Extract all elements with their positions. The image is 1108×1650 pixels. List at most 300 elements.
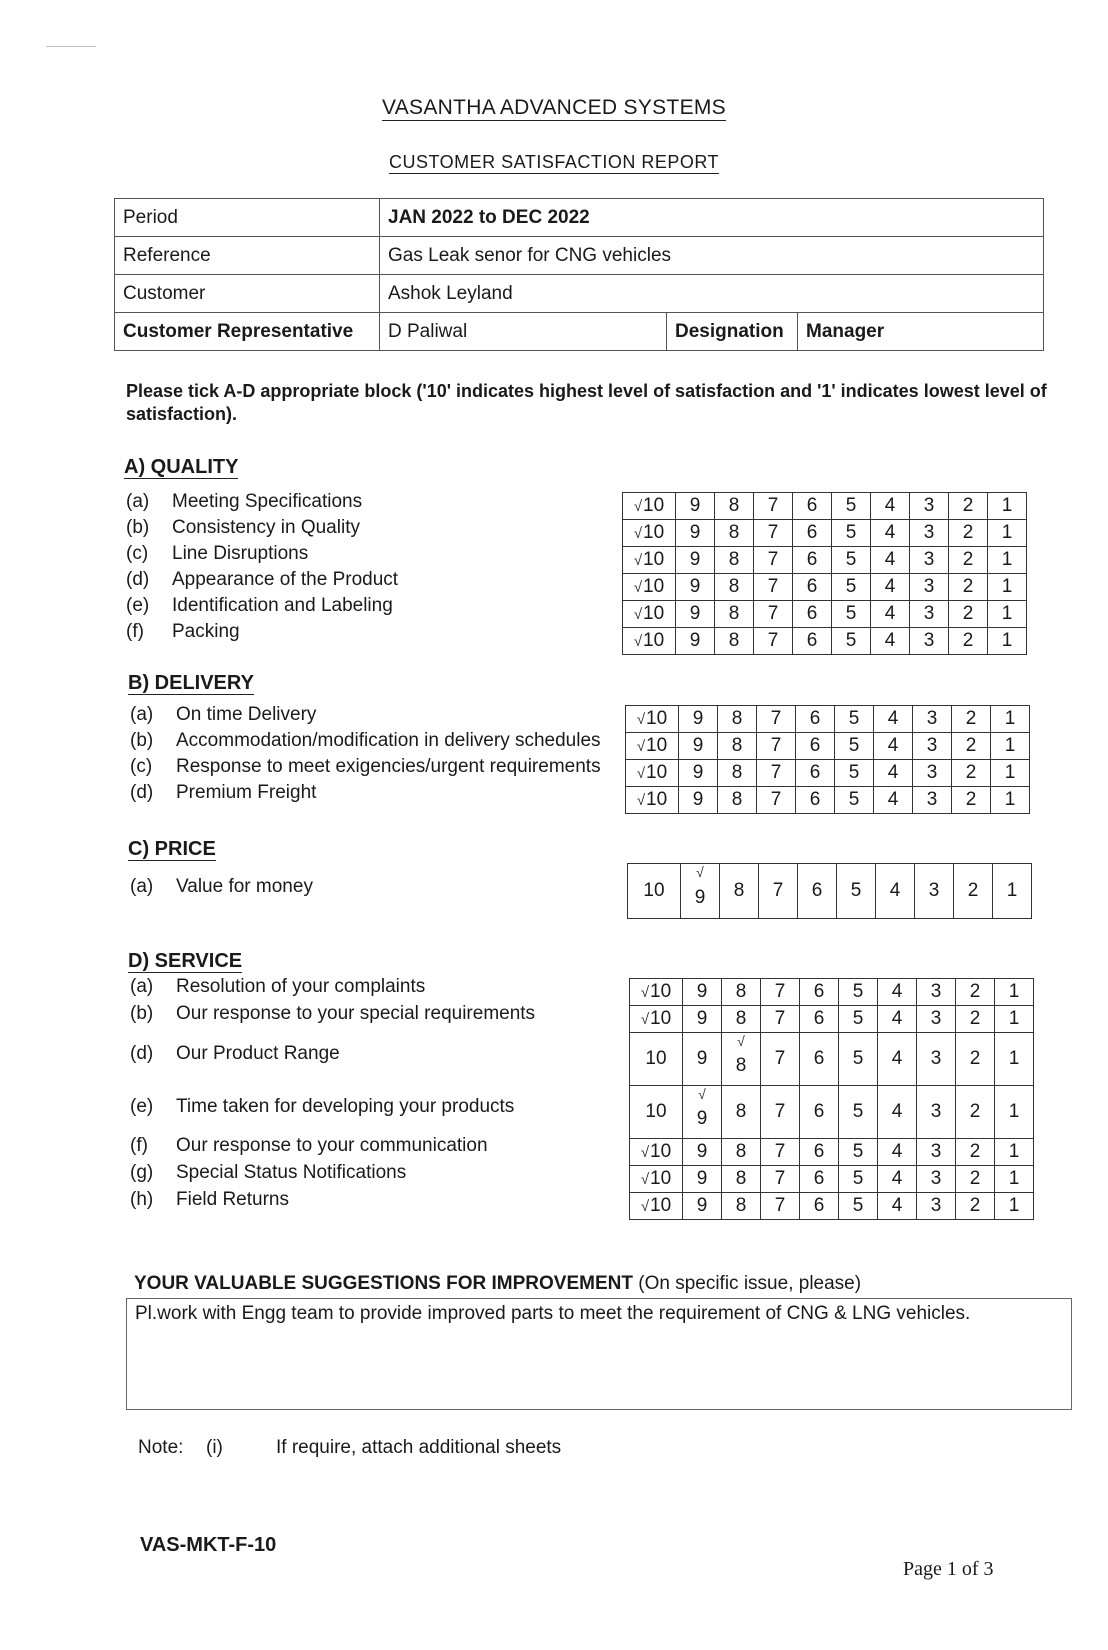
rating-cell-10[interactable]: √10: [630, 1139, 683, 1166]
item-label: Premium Freight: [176, 782, 317, 803]
period-label: Period: [115, 199, 380, 237]
rating-cell-1[interactable]: 1: [991, 733, 1030, 760]
rating-cell-1[interactable]: 1: [991, 706, 1030, 733]
rating-cell-4[interactable]: 4: [871, 493, 910, 520]
rating-cell-5[interactable]: 5: [832, 628, 871, 655]
rating-row: [626, 733, 1030, 760]
rating-cell-4[interactable]: 4: [874, 706, 913, 733]
rating-cell-10[interactable]: √10: [626, 787, 679, 814]
rating-cell-6[interactable]: 6: [800, 1166, 839, 1193]
rating-cell-8[interactable]: 8: [715, 574, 754, 601]
tick-mark: √: [640, 1011, 650, 1028]
rating-cell-5[interactable]: 5: [835, 760, 874, 787]
rating-cell-5[interactable]: 5: [835, 706, 874, 733]
rating-cell-2[interactable]: 2: [956, 1166, 995, 1193]
rating-row: [630, 1166, 1034, 1193]
rating-cell-3[interactable]: 3: [910, 574, 949, 601]
item-letter: (f): [130, 1135, 148, 1156]
designation-label: Designation: [667, 313, 798, 351]
rating-cell-5[interactable]: 5: [839, 1193, 878, 1220]
designation-value: Manager: [798, 313, 1044, 351]
rating-cell-4[interactable]: 4: [878, 979, 917, 1006]
rating-cell-5[interactable]: 5: [832, 574, 871, 601]
rating-cell-8[interactable]: 8: [722, 1086, 761, 1139]
rating-cell-1[interactable]: 1: [995, 1139, 1034, 1166]
quality-section-title: A) QUALITY: [124, 456, 239, 478]
service-item: [130, 1160, 406, 1186]
item-label: Field Returns: [176, 1189, 289, 1210]
rating-cell-7[interactable]: 7: [754, 601, 793, 628]
customer-value: Ashok Leyland: [380, 275, 1044, 313]
tick-mark: √: [698, 1086, 706, 1102]
rating-cell-1[interactable]: 1: [993, 864, 1032, 919]
quality-item: [126, 489, 362, 515]
rating-cell-7[interactable]: 7: [754, 493, 793, 520]
rating-cell-4[interactable]: 4: [874, 760, 913, 787]
rating-cell-9[interactable]: 9: [676, 493, 715, 520]
company-name: VASANTHA ADVANCED SYSTEMS: [382, 96, 726, 119]
item-label: Our response to your communication: [176, 1135, 488, 1156]
rating-cell-8[interactable]: 8: [722, 1166, 761, 1193]
rating-cell-4[interactable]: 4: [871, 520, 910, 547]
tick-mark: √: [633, 633, 643, 650]
item-letter: (a): [130, 876, 154, 897]
rating-cell-6[interactable]: 6: [793, 547, 832, 574]
rating-cell-8[interactable]: √ 8: [722, 1033, 761, 1086]
rating-cell-10[interactable]: √10: [623, 628, 676, 655]
rating-cell-2[interactable]: 2: [952, 787, 991, 814]
item-letter: (d): [130, 782, 154, 803]
suggestions-box[interactable]: [126, 1298, 1072, 1410]
tick-mark: √: [633, 552, 643, 569]
rating-cell-6[interactable]: 6: [793, 520, 832, 547]
page-number: Page 1 of 3: [903, 1558, 994, 1580]
rating-cell-8[interactable]: 8: [715, 601, 754, 628]
rating-cell-9[interactable]: √ 9: [681, 864, 720, 919]
rating-cell-6[interactable]: 6: [800, 1193, 839, 1220]
item-letter: (b): [130, 730, 154, 751]
item-letter: (b): [130, 1003, 154, 1024]
rating-cell-1[interactable]: 1: [988, 520, 1027, 547]
delivery-rating-table: [625, 705, 1030, 814]
rating-cell-8[interactable]: 8: [715, 547, 754, 574]
rating-cell-10[interactable]: √10: [623, 493, 676, 520]
rating-row: [623, 628, 1027, 655]
quality-item: [126, 619, 240, 645]
rating-cell-6[interactable]: 6: [798, 864, 837, 919]
rating-cell-1[interactable]: 1: [995, 1193, 1034, 1220]
price-item: [130, 874, 313, 900]
rating-cell-3[interactable]: 3: [917, 1193, 956, 1220]
rating-cell-6[interactable]: 6: [800, 1139, 839, 1166]
customer-label: Customer: [115, 275, 380, 313]
rating-cell-2[interactable]: 2: [949, 574, 988, 601]
rating-cell-1[interactable]: 1: [991, 760, 1030, 787]
rating-cell-10[interactable]: √10: [626, 733, 679, 760]
rating-cell-8[interactable]: 8: [715, 493, 754, 520]
rating-cell-6[interactable]: 6: [793, 493, 832, 520]
tick-mark: √: [640, 1198, 650, 1215]
tick-mark: √: [640, 1144, 650, 1161]
item-label: Time taken for developing your products: [176, 1096, 515, 1117]
customer-row: [115, 275, 1044, 313]
rating-cell-10[interactable]: 10: [630, 1033, 683, 1086]
delivery-item: [130, 702, 316, 728]
service-item: [130, 1133, 488, 1159]
rating-cell-7[interactable]: 7: [761, 1006, 800, 1033]
rating-row: [630, 979, 1034, 1006]
rating-cell-6[interactable]: 6: [796, 760, 835, 787]
tick-mark: √: [737, 1033, 745, 1049]
item-label: Consistency in Quality: [172, 517, 360, 538]
rating-cell-9[interactable]: 9: [683, 1139, 722, 1166]
rating-cell-9[interactable]: 9: [679, 760, 718, 787]
rating-cell-9[interactable]: 9: [679, 733, 718, 760]
item-label: Packing: [172, 621, 240, 642]
rating-cell-5[interactable]: 5: [837, 864, 876, 919]
rating-row: [630, 1193, 1034, 1220]
item-label: Response to meet exigencies/urgent requirements: [176, 756, 601, 777]
reference-label: Reference: [115, 237, 380, 275]
tick-mark: √: [633, 498, 643, 515]
rating-cell-8[interactable]: 8: [720, 864, 759, 919]
reference-value: Gas Leak senor for CNG vehicles: [380, 237, 1044, 275]
representative-label: Customer Representative: [115, 313, 380, 351]
rating-cell-1[interactable]: 1: [988, 493, 1027, 520]
rating-cell-1[interactable]: 1: [995, 1166, 1034, 1193]
rating-cell-5[interactable]: 5: [832, 520, 871, 547]
quality-item: [126, 515, 360, 541]
rating-cell-2[interactable]: 2: [952, 760, 991, 787]
reference-row: [115, 237, 1044, 275]
rating-cell-10[interactable]: √10: [623, 547, 676, 574]
price-rating-table: [627, 863, 1032, 919]
rating-cell-2[interactable]: 2: [956, 979, 995, 1006]
delivery-item: [130, 754, 601, 780]
tick-mark: √: [640, 984, 650, 1001]
rating-cell-10[interactable]: √10: [630, 1166, 683, 1193]
rating-cell-7[interactable]: 7: [757, 760, 796, 787]
rating-row: [626, 706, 1030, 733]
note-label: Note:: [138, 1437, 184, 1458]
rating-cell-1[interactable]: 1: [995, 1006, 1034, 1033]
rating-row: [630, 1033, 1034, 1086]
tick-mark: √: [636, 738, 646, 755]
rating-cell-7[interactable]: 7: [757, 787, 796, 814]
rating-cell-9[interactable]: 9: [683, 1033, 722, 1086]
rating-cell-9[interactable]: 9: [676, 601, 715, 628]
rating-cell-8[interactable]: 8: [722, 1006, 761, 1033]
item-letter: (g): [130, 1162, 154, 1183]
rating-cell-3[interactable]: 3: [917, 1033, 956, 1086]
representative-row: [115, 313, 1044, 351]
rating-cell-9[interactable]: 9: [683, 979, 722, 1006]
service-rating-table: [629, 978, 1034, 1220]
rating-row: [630, 1086, 1034, 1139]
service-item: [130, 1187, 289, 1213]
rating-cell-4[interactable]: 4: [871, 547, 910, 574]
rating-cell-6[interactable]: 6: [793, 574, 832, 601]
rating-cell-3[interactable]: 3: [917, 1139, 956, 1166]
rating-cell-8[interactable]: 8: [718, 733, 757, 760]
rating-cell-2[interactable]: 2: [956, 1139, 995, 1166]
rating-cell-4[interactable]: 4: [871, 601, 910, 628]
rating-cell-5[interactable]: 5: [835, 787, 874, 814]
representative-value: D Paliwal: [380, 313, 667, 351]
price-section-title: C) PRICE: [128, 838, 216, 860]
rating-cell-9[interactable]: 9: [679, 787, 718, 814]
rating-cell-3[interactable]: 3: [917, 1006, 956, 1033]
rating-cell-10[interactable]: √10: [630, 1006, 683, 1033]
rating-cell-9[interactable]: 9: [676, 574, 715, 601]
rating-cell-1[interactable]: 1: [988, 547, 1027, 574]
rating-cell-7[interactable]: 7: [757, 706, 796, 733]
rating-cell-8[interactable]: 8: [718, 760, 757, 787]
rating-cell-5[interactable]: 5: [839, 1139, 878, 1166]
rating-cell-1[interactable]: 1: [995, 979, 1034, 1006]
rating-cell-2[interactable]: 2: [949, 520, 988, 547]
rating-cell-9[interactable]: 9: [676, 520, 715, 547]
delivery-section-title: B) DELIVERY: [128, 672, 254, 694]
rating-row: [623, 601, 1027, 628]
rating-cell-4[interactable]: 4: [878, 1193, 917, 1220]
form-code: VAS-MKT-F-10: [140, 1534, 277, 1556]
rating-cell-6[interactable]: 6: [793, 628, 832, 655]
rating-cell-5[interactable]: 5: [839, 1086, 878, 1139]
rating-cell-6[interactable]: 6: [793, 601, 832, 628]
rating-row: [623, 493, 1027, 520]
rating-cell-9[interactable]: 9: [683, 1193, 722, 1220]
rating-cell-7[interactable]: 7: [761, 1139, 800, 1166]
rating-cell-4[interactable]: 4: [874, 733, 913, 760]
rating-cell-4[interactable]: 4: [878, 1006, 917, 1033]
item-letter: (e): [126, 595, 150, 616]
rating-cell-5[interactable]: 5: [839, 1033, 878, 1086]
rating-cell-9[interactable]: 9: [676, 547, 715, 574]
item-letter: (h): [130, 1189, 154, 1210]
item-label: Appearance of the Product: [172, 569, 399, 590]
rating-row: [623, 547, 1027, 574]
rating-cell-1[interactable]: 1: [988, 601, 1027, 628]
rating-cell-3[interactable]: 3: [913, 733, 952, 760]
rating-cell-4[interactable]: 4: [874, 787, 913, 814]
item-label: Value for money: [176, 876, 313, 897]
item-letter: (a): [130, 976, 154, 997]
rating-cell-3[interactable]: 3: [910, 601, 949, 628]
rating-cell-7[interactable]: 7: [754, 574, 793, 601]
rating-cell-5[interactable]: 5: [839, 979, 878, 1006]
rating-cell-7[interactable]: 7: [761, 1033, 800, 1086]
item-letter: (c): [130, 756, 153, 777]
suggestions-text: Pl.work with Engg team to provide improved parts to meet the requirement of CNG & LNG vehicles.: [135, 1303, 971, 1324]
period-value: JAN 2022 to DEC 2022: [380, 199, 1044, 237]
rating-cell-7[interactable]: 7: [759, 864, 798, 919]
rating-cell-2[interactable]: 2: [954, 864, 993, 919]
rating-cell-9[interactable]: 9: [683, 1006, 722, 1033]
rating-cell-10[interactable]: 10: [630, 1086, 683, 1139]
rating-cell-3[interactable]: 3: [917, 1166, 956, 1193]
item-letter: (a): [126, 491, 150, 512]
rating-cell-10[interactable]: √10: [623, 574, 676, 601]
rating-row: [630, 1139, 1034, 1166]
rating-cell-10[interactable]: 10: [628, 864, 681, 919]
delivery-item: [130, 780, 316, 806]
item-label: Our response to your special requirements: [176, 1003, 536, 1024]
rating-cell-3[interactable]: 3: [915, 864, 954, 919]
item-letter: (f): [126, 621, 144, 642]
rating-cell-2[interactable]: 2: [949, 628, 988, 655]
rating-cell-6[interactable]: 6: [796, 733, 835, 760]
rating-cell-8[interactable]: 8: [715, 520, 754, 547]
rating-cell-10[interactable]: √10: [630, 1193, 683, 1220]
rating-cell-1[interactable]: 1: [988, 574, 1027, 601]
tick-mark: √: [696, 864, 704, 880]
item-label: Meeting Specifications: [172, 491, 363, 512]
rating-row: [628, 864, 1032, 919]
rating-cell-2[interactable]: 2: [949, 601, 988, 628]
rating-cell-8[interactable]: 8: [718, 787, 757, 814]
rating-cell-7[interactable]: 7: [761, 1166, 800, 1193]
period-row: [115, 199, 1044, 237]
rating-cell-6[interactable]: 6: [800, 979, 839, 1006]
rating-cell-5[interactable]: 5: [839, 1006, 878, 1033]
suggestions-title: YOUR VALUABLE SUGGESTIONS FOR IMPROVEMENT (On specific issue, please): [134, 1273, 862, 1294]
tick-mark: √: [636, 711, 646, 728]
rating-row: [623, 520, 1027, 547]
quality-rating-table: [622, 492, 1027, 655]
rating-row: [626, 760, 1030, 787]
rating-cell-8[interactable]: 8: [718, 706, 757, 733]
service-section-title: D) SERVICE: [128, 950, 243, 972]
item-letter: (d): [130, 1043, 154, 1064]
rating-cell-10[interactable]: √10: [626, 706, 679, 733]
rating-row: [626, 787, 1030, 814]
item-label: Special Status Notifications: [176, 1162, 407, 1183]
rating-cell-5[interactable]: 5: [839, 1166, 878, 1193]
item-letter: (d): [126, 569, 150, 590]
rating-cell-8[interactable]: 8: [722, 979, 761, 1006]
item-label: Identification and Labeling: [172, 595, 393, 616]
tick-mark: √: [640, 1171, 650, 1188]
rating-cell-9[interactable]: 9: [679, 706, 718, 733]
rating-cell-5[interactable]: 5: [832, 601, 871, 628]
rating-cell-2[interactable]: 2: [949, 547, 988, 574]
rating-cell-8[interactable]: 8: [715, 628, 754, 655]
rating-cell-2[interactable]: 2: [952, 706, 991, 733]
note-text: If require, attach additional sheets: [276, 1437, 562, 1458]
item-letter: (a): [130, 704, 154, 725]
rating-cell-1[interactable]: 1: [995, 1033, 1034, 1086]
rating-cell-4[interactable]: 4: [876, 864, 915, 919]
rating-cell-7[interactable]: 7: [761, 1193, 800, 1220]
rating-cell-2[interactable]: 2: [956, 1086, 995, 1139]
item-label: On time Delivery: [176, 704, 317, 725]
rating-cell-9[interactable]: 9: [683, 1166, 722, 1193]
rating-cell-5[interactable]: 5: [832, 547, 871, 574]
rating-cell-6[interactable]: 6: [800, 1033, 839, 1086]
rating-cell-7[interactable]: 7: [757, 733, 796, 760]
rating-row: [623, 574, 1027, 601]
rating-cell-2[interactable]: 2: [956, 1006, 995, 1033]
service-item: [130, 1001, 535, 1027]
rating-cell-7[interactable]: 7: [754, 547, 793, 574]
tick-mark: √: [633, 525, 643, 542]
item-label: Accommodation/modification in delivery schedules: [176, 730, 601, 751]
item-label: Line Disruptions: [172, 543, 309, 564]
rating-cell-4[interactable]: 4: [871, 574, 910, 601]
rating-cell-3[interactable]: 3: [917, 1086, 956, 1139]
rating-cell-10[interactable]: √10: [630, 979, 683, 1006]
rating-cell-5[interactable]: 5: [835, 733, 874, 760]
tick-mark: √: [636, 792, 646, 809]
rating-cell-3[interactable]: 3: [913, 760, 952, 787]
rating-cell-10[interactable]: √10: [623, 520, 676, 547]
rating-cell-6[interactable]: 6: [800, 1086, 839, 1139]
tick-mark: √: [633, 579, 643, 596]
rating-cell-9[interactable]: √ 9: [683, 1086, 722, 1139]
rating-cell-1[interactable]: 1: [988, 628, 1027, 655]
scan-mark: [46, 46, 96, 47]
rating-cell-2[interactable]: 2: [952, 733, 991, 760]
quality-item: [126, 567, 398, 593]
item-letter: (c): [126, 543, 149, 564]
rating-cell-8[interactable]: 8: [722, 1139, 761, 1166]
service-item: [130, 1094, 514, 1120]
rating-cell-2[interactable]: 2: [956, 1193, 995, 1220]
service-item: [130, 1041, 340, 1067]
rating-cell-7[interactable]: 7: [761, 979, 800, 1006]
quality-item: [126, 593, 393, 619]
rating-cell-6[interactable]: 6: [800, 1006, 839, 1033]
rating-cell-4[interactable]: 4: [871, 628, 910, 655]
item-letter: (e): [130, 1096, 154, 1117]
rating-cell-5[interactable]: 5: [832, 493, 871, 520]
tick-mark: √: [636, 765, 646, 782]
report-info-table: [114, 198, 1044, 351]
delivery-item: [130, 728, 601, 754]
item-label: Resolution of your complaints: [176, 976, 426, 997]
note: [138, 1437, 561, 1459]
rating-cell-8[interactable]: 8: [722, 1193, 761, 1220]
rating-cell-3[interactable]: 3: [910, 628, 949, 655]
item-letter: (b): [126, 517, 150, 538]
rating-cell-3[interactable]: 3: [917, 979, 956, 1006]
rating-cell-6[interactable]: 6: [796, 706, 835, 733]
rating-cell-6[interactable]: 6: [796, 787, 835, 814]
rating-cell-3[interactable]: 3: [910, 547, 949, 574]
quality-item: [126, 541, 308, 567]
rating-cell-4[interactable]: 4: [878, 1166, 917, 1193]
rating-cell-3[interactable]: 3: [913, 787, 952, 814]
rating-cell-7[interactable]: 7: [761, 1086, 800, 1139]
rating-cell-2[interactable]: 2: [949, 493, 988, 520]
rating-cell-7[interactable]: 7: [754, 520, 793, 547]
rating-cell-3[interactable]: 3: [913, 706, 952, 733]
rating-cell-7[interactable]: 7: [754, 628, 793, 655]
rating-cell-2[interactable]: 2: [956, 1033, 995, 1086]
rating-cell-3[interactable]: 3: [910, 520, 949, 547]
rating-cell-4[interactable]: 4: [878, 1086, 917, 1139]
note-number: (i): [206, 1437, 223, 1458]
rating-cell-9[interactable]: 9: [676, 628, 715, 655]
rating-cell-1[interactable]: 1: [995, 1086, 1034, 1139]
rating-cell-3[interactable]: 3: [910, 493, 949, 520]
rating-cell-4[interactable]: 4: [878, 1033, 917, 1086]
rating-cell-10[interactable]: √10: [623, 601, 676, 628]
rating-cell-1[interactable]: 1: [991, 787, 1030, 814]
rating-cell-4[interactable]: 4: [878, 1139, 917, 1166]
rating-cell-10[interactable]: √10: [626, 760, 679, 787]
